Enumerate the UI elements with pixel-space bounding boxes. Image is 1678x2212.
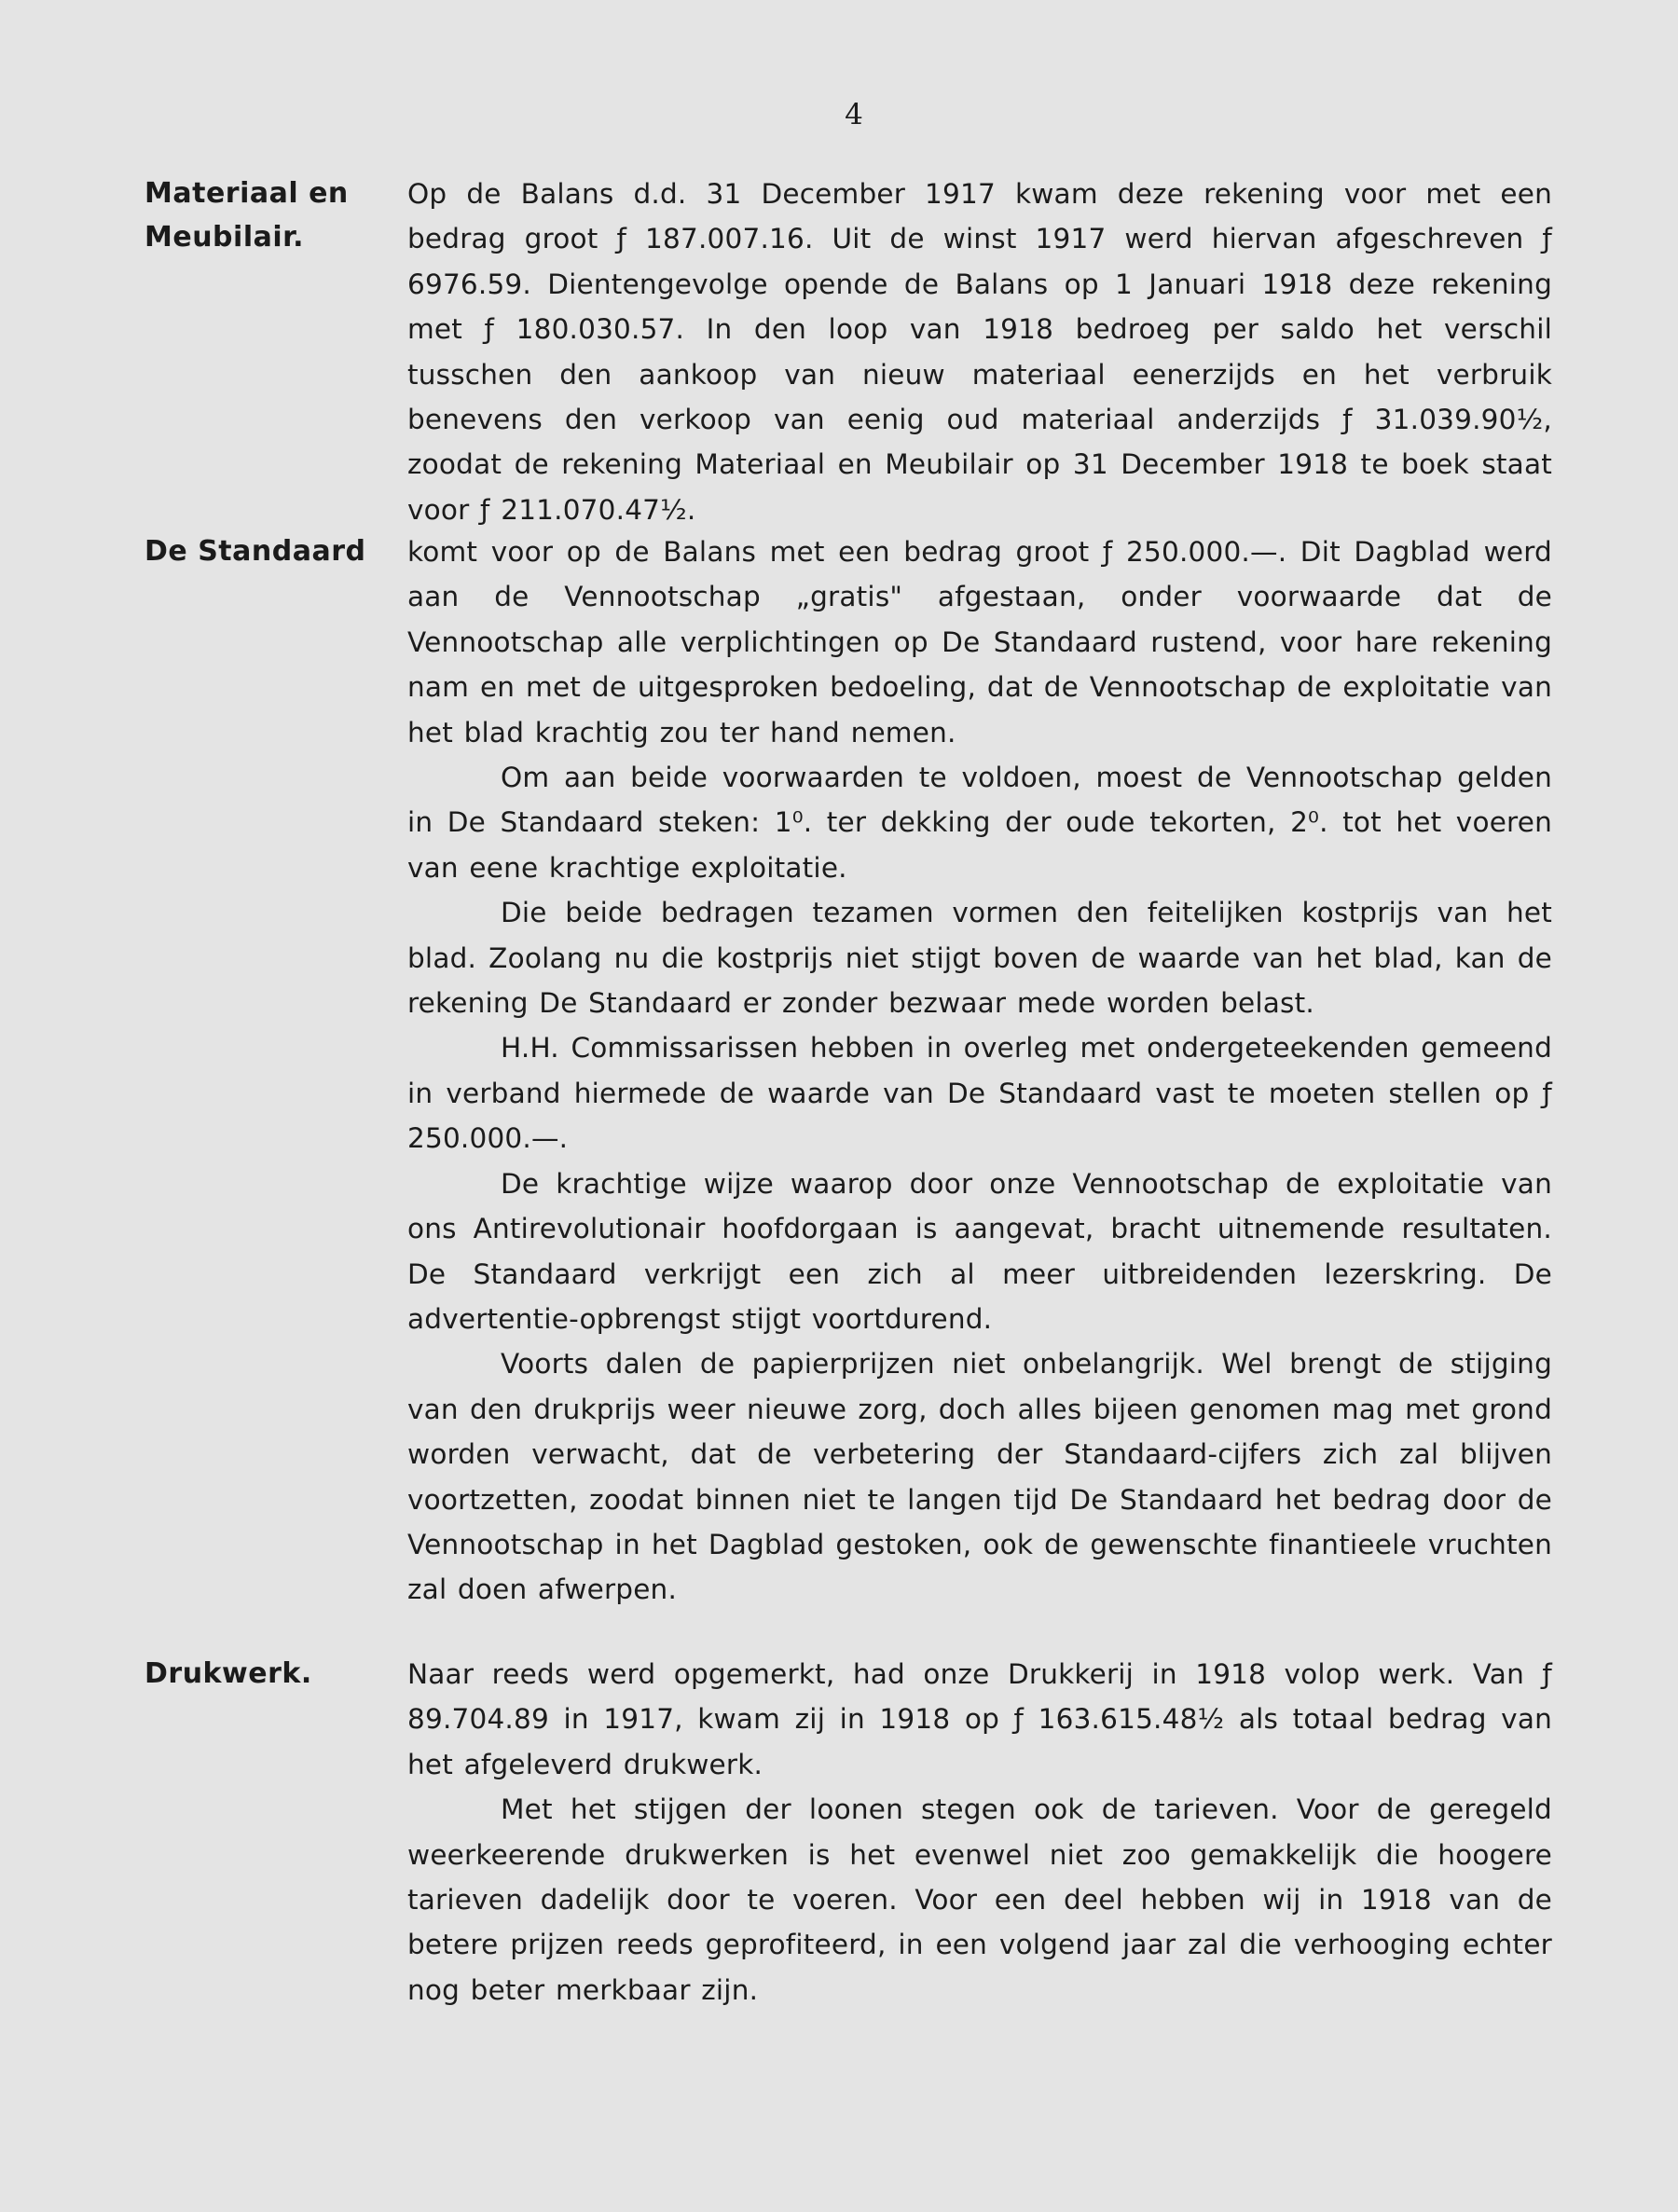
- paragraph: De krachtige wijze waarop door onze Vennootschap de exploitatie van ons Antirevolutionair hoofdorgaan is aangevat, bracht uitnemende resultaten. De Standaard verkrijgt een zich al meer uitbreidenden lezerskring. De advertentie-opbrengst stijgt voortdurend.: [407, 1167, 1552, 1335]
- paragraph: Op de Balans d.d. 31 December 1917 kwam deze rekening voor met een bedrag groot ƒ 187.007.16. Uit de winst 1917 werd hiervan afgeschreven ƒ 6976.59. Dientengevolge opende de Balans op 1 Januari 1918 deze rekening met ƒ 180.030.57. In den loop van 1918 bedroeg per saldo het verschil tusschen den aankoop van nieuw materiaal eenerzijds en het verbruik benevens den verkoop van eenig oud materiaal anderzijds ƒ 31.039.90½, zoodat de rekening Materiaal en Meubilair op 31 December 1918 te boek staat voor ƒ 211.070.47½.: [407, 178, 1552, 526]
- section-heading: [144, 529, 406, 573]
- heading-line: De Standaard: [144, 535, 366, 568]
- section-heading: [144, 172, 406, 259]
- section-body: [407, 529, 1552, 1613]
- heading-line: Drukwerk.: [144, 1657, 312, 1690]
- heading-line: Meubilair.: [144, 221, 305, 254]
- section-heading: [144, 1652, 406, 1696]
- section-body: [407, 1652, 1552, 2013]
- paragraph: Die beide bedragen tezamen vormen den feitelijken kostprijs van het blad. Zoolang nu die kostprijs niet stijgt boven de waarde van het blad, kan de rekening De Standaard er zonder bezwaar mede worden belast.: [407, 897, 1552, 1020]
- heading-line: Materiaal en: [144, 177, 349, 210]
- section-body: [407, 172, 1552, 532]
- paragraph: Naar reeds werd opgemerkt, had onze Drukkerij in 1918 volop werk. Van ƒ 89.704.89 in 1917, kwam zij in 1918 op ƒ 163.615.48½ als totaal bedrag van het afgeleverd drukwerk.: [407, 1658, 1552, 1780]
- paragraph: komt voor op de Balans met een bedrag groot ƒ 250.000.—. Dit Dagblad werd aan de Vennootschap „gratis" afgestaan, onder voorwaarde dat de Vennootschap alle verplichtingen op De Standaard rustend, voor hare rekening nam en met de uitgesproken bedoeling, dat de Vennootschap de exploitatie van het blad krachtig zou ter hand nemen.: [407, 536, 1552, 749]
- paragraph: H.H. Commissarissen hebben in overleg met ondergeteekenden gemeend in verband hiermede de waarde van De Standaard vast te moeten stellen op ƒ 250.000.—.: [407, 1032, 1552, 1155]
- paragraph: Voorts dalen de papierprijzen niet onbelangrijk. Wel brengt de stijging van den drukprijs weer nieuwe zorg, doch alles bijeen genomen mag met grond worden verwacht, dat de verbetering der Standaard-cijfers zich zal blijven voortzetten, zoodat binnen niet te langen tijd De Standaard het bedrag door de Vennootschap in het Dagblad gestoken, ook de gewenschte finantieele vruchten zal doen afwerpen.: [407, 1348, 1552, 1606]
- paragraph: Met het stijgen der loonen stegen ook de tarieven. Voor de geregeld weerkeerende drukwerken is het evenwel niet zoo gemakkelijk die hoogere tarieven dadelijk door te voeren. Voor een deel hebben wij in 1918 van de betere prijzen reeds geprofiteerd, in een volgend jaar zal die verhooging echter nog beter merkbaar zijn.: [407, 1793, 1552, 2006]
- page-number: 4: [845, 98, 863, 131]
- paragraph: Om aan beide voorwaarden te voldoen, moest de Vennootschap gelden in De Standaard steken: 1⁰. ter dekking der oude tekorten, 2⁰. tot het voeren van eene krachtige exploitatie.: [407, 762, 1552, 884]
